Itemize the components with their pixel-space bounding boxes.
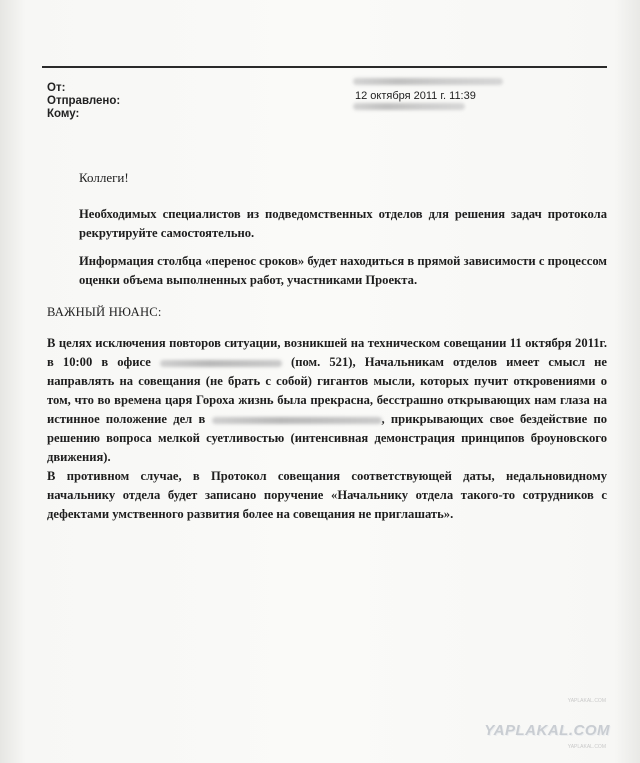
from-value-redacted [353,78,503,85]
from-label: От: [47,82,66,94]
paragraph-meeting-part1: В целях исключения повторов ситуации, возникшей на техническом совещании 11 октября 2011г. в 10:00 в офисе [47,336,607,369]
greeting: Коллеги! [79,170,129,185]
paragraph-meeting-part2: (пом. 521), Начальникам отделов имеет смысл не направлять на совещания (не брать с собой) гигантов мысли, которых пучит откровениями о том, что во времена царя Гороха жизнь была прекрасна, бесстрашно открывающих нам глаза на истинное положение дел в [47,355,607,426]
organization-redacted [212,417,382,424]
paragraph-specialists: Необходимых специалистов из подведомственных отделов для решения задач протокола рекрутируйте самостоятельно. [79,207,607,240]
to-label: Кому: [47,108,80,120]
paragraph-meeting [47,334,607,467]
office-name-redacted [160,360,282,367]
paragraph-meeting-part3: , прикрывающих свое бездействие по решению вопроса мелкой суетливостью (интенсивная демонстрация принципов броуновского движения). [47,412,608,464]
header-rule [42,66,607,68]
to-value-redacted [353,103,465,110]
watermark-small-top: YAPLAKAL.COM [567,698,606,704]
paragraph-deadlines: Информация столбца «перенос сроков» будет находиться в прямой зависимости с процессом оценки объема выполненных работ, участниками Проекта. [79,254,607,287]
paragraph-consequence: В противном случае, в Протокол совещания соответствующей даты, недальновидному начальнику отдела будет записано поручение «Начальнику отдела такого-то сотрудников с дефектами умственного развития более на совещания не приглашать». [47,469,607,521]
sent-value: 12 октября 2011 г. 11:39 [355,90,476,102]
sent-label: Отправлено: [47,95,121,107]
watermark: YAPLAKAL.COM [484,722,610,739]
nuance-heading: ВАЖНЫЙ НЮАНС: [47,305,162,319]
watermark-small-bottom: YAPLAKAL.COM [567,744,606,750]
